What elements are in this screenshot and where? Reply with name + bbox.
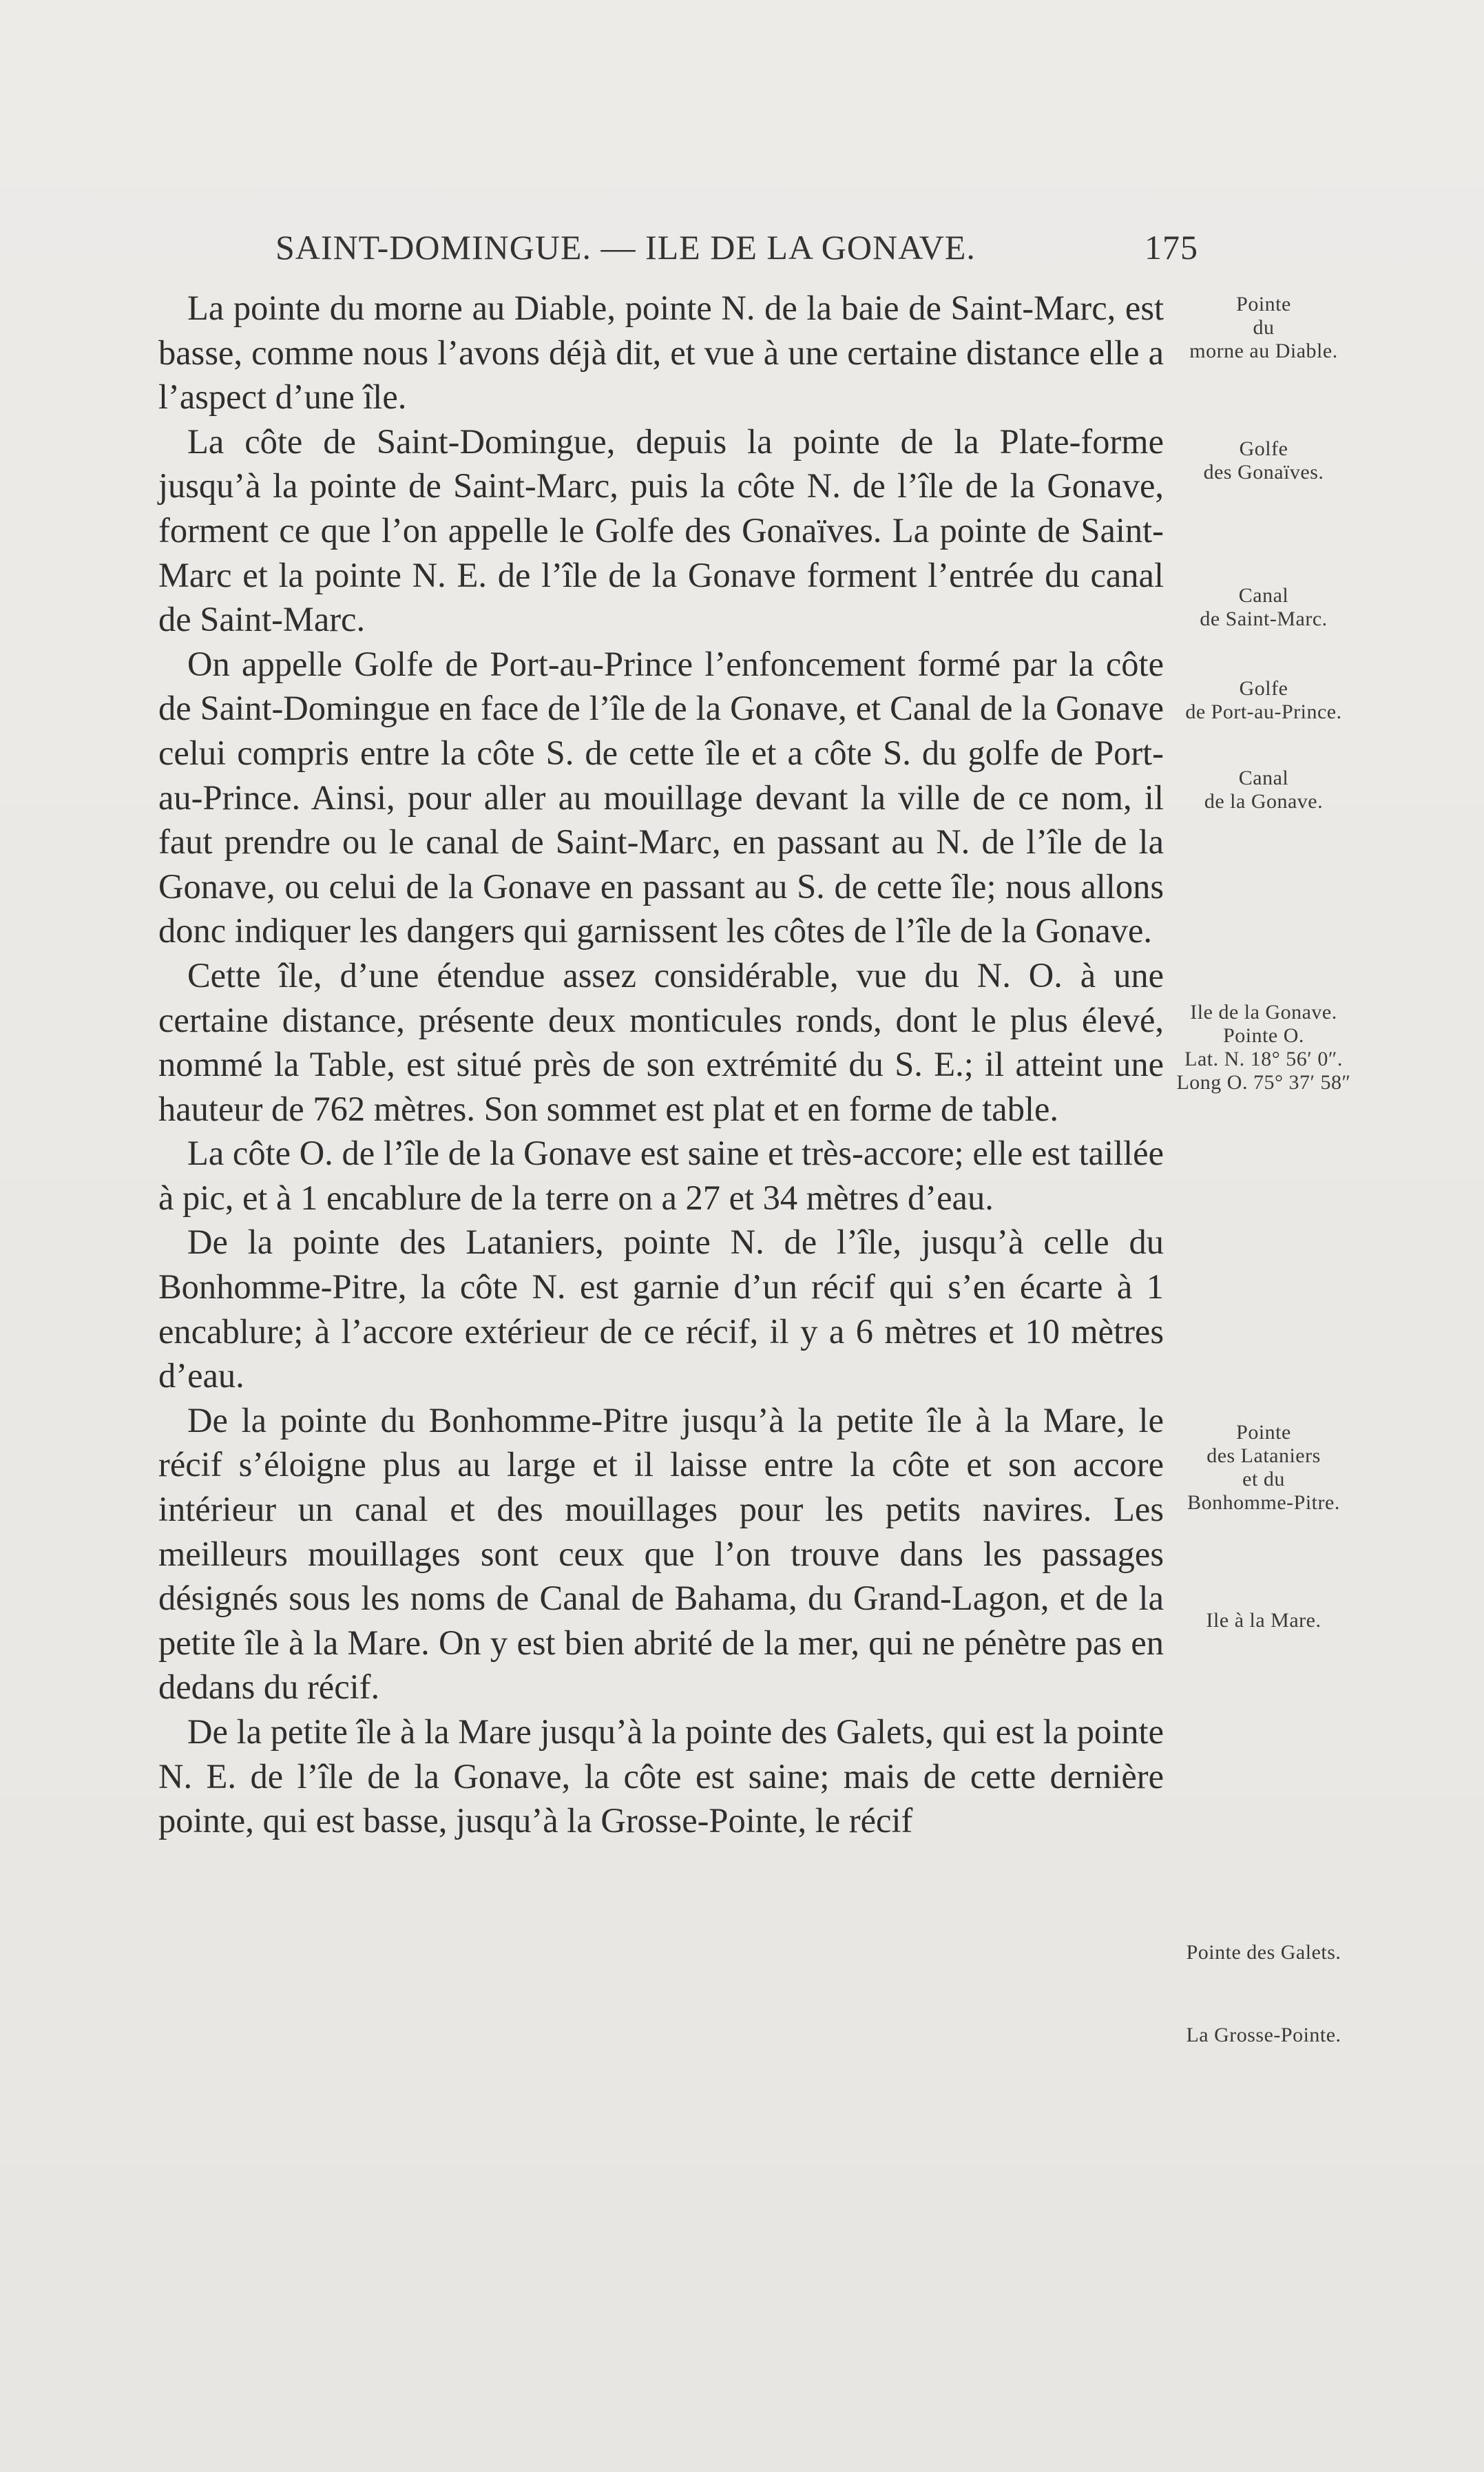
margin-note-lataniers-bonhomme	[1150, 1421, 1377, 1515]
paragraph-ile-a-la-mare: De la petite île à la Mare jusqu’à la pointe des Galets, qui est la pointe N. E. de l’île de la Gonave, la côte est saine; mais de cette dernière pointe, qui est basse, jusqu’à la Grosse-Pointe, le récif	[158, 1712, 1164, 1840]
margin-note-grosse-pointe	[1150, 2024, 1377, 2047]
margin-note-line: La Grosse-Pointe.	[1186, 2024, 1341, 2046]
margin-note-line: Ile à la Mare.	[1206, 1609, 1321, 1632]
margin-note-line: de Saint-Marc.	[1200, 607, 1328, 630]
margin-note-canal-gonave	[1150, 767, 1377, 813]
margin-note-line: Long O. 75° 37′ 58″	[1176, 1071, 1351, 1094]
page-number: 175	[1145, 228, 1198, 267]
margin-note-line: du	[1253, 316, 1275, 339]
margin-note-line: de Port-au-Prince.	[1185, 700, 1342, 723]
margin-note-pointe-des-galets	[1150, 1941, 1377, 1964]
paragraph-port-au-prince: On appelle Golfe de Port-au-Prince l’enfoncement formé par la côte de Saint-Domingue en face de l’île de la Gonave, et Canal de la Gonave celui compris entre la côte S. de cette île et a côte S. du golfe de Port-au-Prince. Ainsi, pour aller au mouillage devant la ville de ce nom, il faut prendre ou le canal de Saint-Marc, en passant au N. de l’île de la Gonave, ou celui de la Gonave en passant au S. de cette île; nous allons donc indiquer les dangers qui garnissent les côtes de l’île de la Gonave.	[158, 644, 1164, 951]
margin-note-line: Pointe	[1236, 293, 1291, 315]
margin-note-line: Pointe O.	[1223, 1024, 1304, 1047]
margin-note-canal-saint-marc	[1150, 584, 1377, 631]
margin-note-line: et du	[1242, 1468, 1285, 1491]
margin-note-line: Pointe des Galets.	[1186, 1941, 1341, 1964]
body-text	[158, 286, 1164, 1843]
running-header	[158, 227, 1198, 282]
margin-note-line: Bonhomme-Pitre.	[1187, 1491, 1340, 1514]
margin-note-line: Ile de la Gonave.	[1190, 1001, 1337, 1024]
paragraph-ile-gonave: Cette île, d’une étendue assez considérable, vue du N. O. à une certaine distance, présente deux monticules ronds, dont le plus élevé, nommé la Table, est situé près de son extrémité du S. E.; il atteint une hauteur de 762 mètres. Son sommet est plat et en forme de table.	[158, 955, 1164, 1128]
margin-note-line: Lat. N. 18° 56′ 0″.	[1184, 1048, 1343, 1070]
margin-note-line: Golfe	[1239, 677, 1288, 700]
margin-note-morne-au-diable	[1150, 293, 1377, 363]
margin-note-golfe-des-gonaives	[1150, 437, 1377, 484]
paragraph-lataniers: De la pointe des Lataniers, pointe N. de l’île, jusqu’à celle du Bonhomme-Pitre, la côte N. est garnie d’un récif qui s’en écarte à 1 encablure; à l’accore extérieur de ce récif, il y a 6 mètres et 10 mètres d’eau.	[158, 1223, 1164, 1395]
margin-note-line: Golfe	[1239, 437, 1288, 460]
running-title: SAINT-DOMINGUE. — ILE DE LA GONAVE.	[275, 228, 976, 267]
margin-note-line: Canal	[1238, 767, 1289, 789]
margin-note-line: Pointe	[1236, 1421, 1291, 1444]
margin-note-line: de la Gonave.	[1204, 790, 1324, 813]
paragraph-bonhomme-pitre: De la pointe du Bonhomme-Pitre jusqu’à la petite île à la Mare, le récif s’éloigne plus au large et il laisse entre la côte et son accore intérieur un canal et des mouillages pour les petits navires. Les meilleurs mouillages sont ceux que l’on trouve dans les passages désignés sous les noms de Canal de Bahama, du Grand-Lagon, et de la petite île à la Mare. On y est bien abrité de la mer, qui ne pénètre pas en dedans du récif.	[158, 1400, 1164, 1707]
margin-note-line: des Gonaïves.	[1203, 461, 1324, 484]
margin-note-golfe-port-au-prince	[1150, 677, 1377, 724]
paragraph-cote-ouest: La côte O. de l’île de la Gonave est saine et très-accore; elle est taillée à pic, et à 1 encablure de la terre on a 27 et 34 mètres d’eau.	[158, 1134, 1164, 1217]
paragraph-morne-au-diable: La pointe du morne au Diable, pointe N. de la baie de Saint-Marc, est basse, comme nous l’avons déjà dit, et vue à une certaine distance elle a l’aspect d’une île.	[158, 289, 1164, 417]
margin-note-line: morne au Diable.	[1189, 340, 1338, 362]
paragraph-golfe-des-gonaives: La côte de Saint-Domingue, depuis la pointe de la Plate-forme jusqu’à la pointe de Saint-Marc, puis la côte N. de l’île de la Gonave, forment ce que l’on appelle le Golfe des Gonaïves. La pointe de Saint-Marc et la pointe N. E. de l’île de la Gonave forment l’entrée du canal de Saint-Marc.	[158, 422, 1164, 639]
margin-note-line: des Lataniers	[1206, 1444, 1321, 1467]
margin-note-ile-gonave-position	[1150, 1001, 1377, 1094]
margin-note-line: Canal	[1238, 584, 1289, 607]
margin-note-ile-a-la-mare	[1150, 1609, 1377, 1632]
